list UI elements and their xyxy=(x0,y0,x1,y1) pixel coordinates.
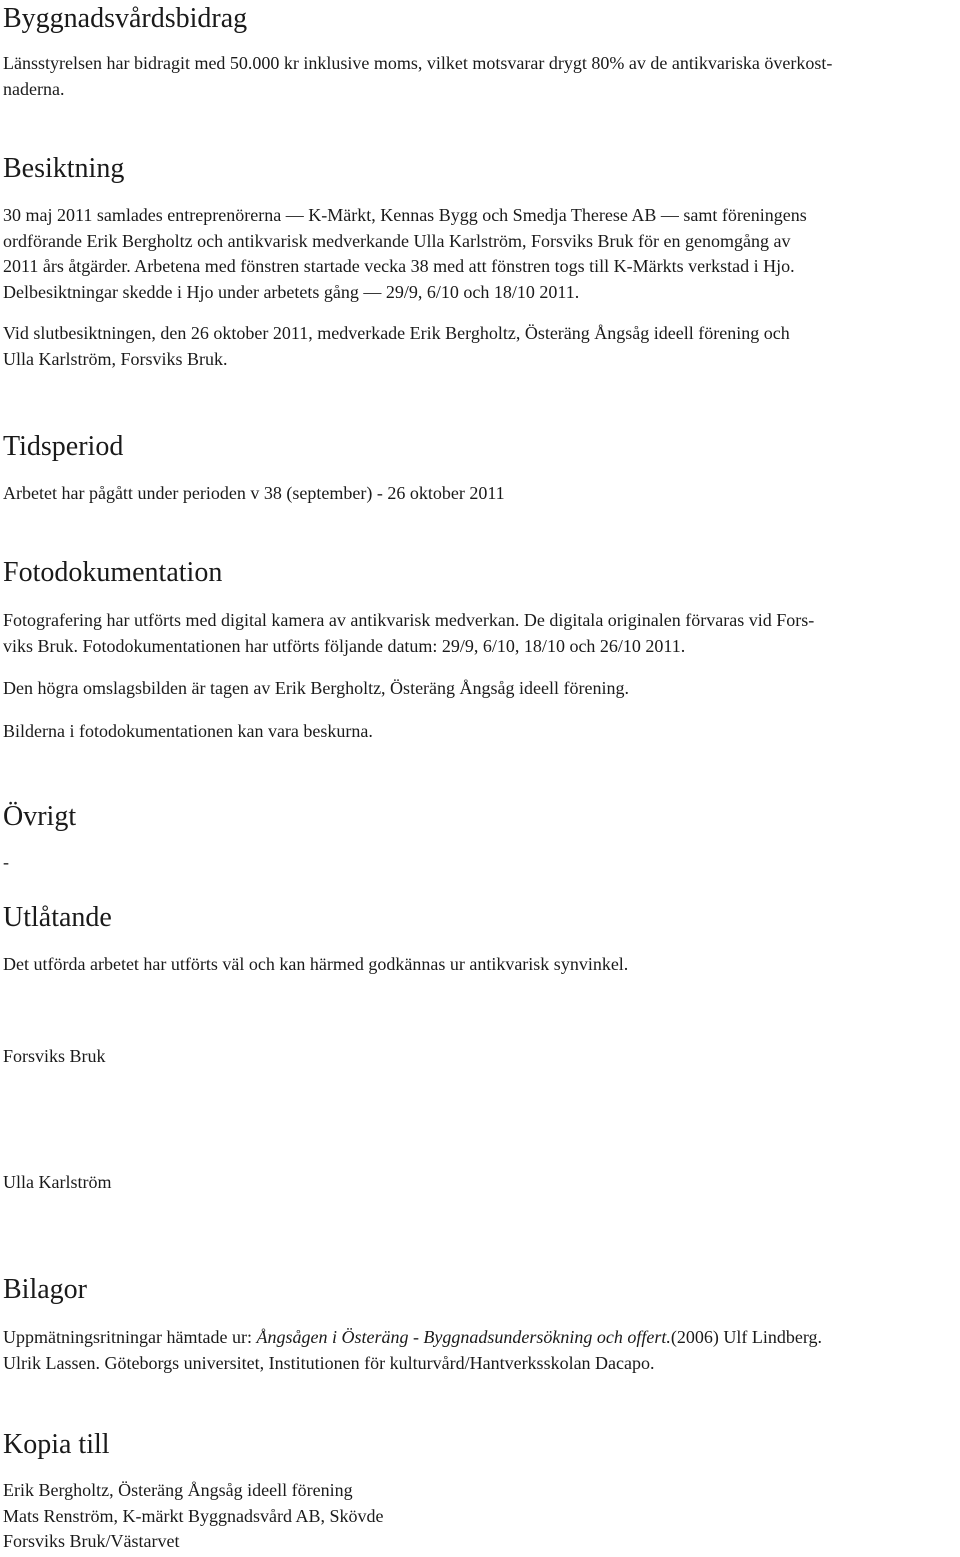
foto-paragraph-2: Den högra omslagsbilden är tagen av Erik Bergholtz, Österäng Ångsåg ideell förening. xyxy=(3,678,629,698)
heading-kopia-till: Kopia till xyxy=(3,1429,110,1460)
foto-paragraph-3: Bilderna i fotodokumentationen kan vara beskurna. xyxy=(3,720,373,741)
bilagor-suffix: (2006) Ulf Lindberg. xyxy=(670,1327,823,1347)
heading-besiktning: Besiktning xyxy=(3,153,125,184)
section-besiktning xyxy=(3,152,955,372)
kopia-recipient: Forsviks Bruk/Västarvet xyxy=(3,1531,180,1551)
heading-bilagor: Bilagor xyxy=(3,1274,87,1305)
bidrag-text-line-1: Länsstyrelsen har bidragit med 50.000 kr inklusive moms, vilket motsvarar drygt 80% av de antikvariska överkost- xyxy=(3,53,833,73)
besiktning-paragraph-2 xyxy=(3,321,955,372)
besiktning-p1-line: ordförande Erik Bergholtz och antikvarisk medverkande Ulla Karlström, Forsviks Bruk för en genomgång av xyxy=(3,230,791,251)
section-kopia-till xyxy=(3,1428,955,1555)
section-tidsperiod xyxy=(3,430,955,507)
kopia-recipient: Mats Renström, K-märkt Byggnadsvård AB, Skövde xyxy=(3,1505,384,1526)
foto-p1-line: Fotografering har utförts med digital kamera av antikvarisk medverkan. De digitala originalen förvaras vid Fors- xyxy=(3,610,815,630)
section-fotodokumentation xyxy=(3,556,955,744)
heading-tidsperiod: Tidsperiod xyxy=(3,431,124,462)
signature-name: Ulla Karlström xyxy=(3,1172,112,1192)
heading-bidrag: Byggnadsvårdsbidrag xyxy=(3,3,248,34)
ovrigt-text: - xyxy=(3,852,9,872)
foto-p1-line: viks Bruk. Fotodokumentationen har utförts följande datum: 29/9, 6/10, 18/10 och 26/10 2011. xyxy=(3,635,686,656)
bilagor-source-title: Ångsågen i Österäng - Byggnadsundersökning och offert. xyxy=(256,1327,671,1347)
bidrag-text-line-2: naderna. xyxy=(3,78,65,99)
besiktning-p1-line: 30 maj 2011 samlades entreprenörerna — K-Märkt, Kennas Bygg och Smedja Therese AB — samt föreningens xyxy=(3,205,807,225)
besiktning-p2-line: Vid slutbesiktningen, den 26 oktober 2011, medverkade Erik Bergholtz, Österäng Ångsåg ideell förening och xyxy=(3,323,790,343)
utlatande-text: Det utförda arbetet har utförts väl och kan härmed godkännas ur antikvarisk synvinkel. xyxy=(3,954,629,974)
signature-organization: Forsviks Bruk xyxy=(3,1046,106,1066)
section-utlatande xyxy=(3,901,955,978)
heading-utlatande: Utlåtande xyxy=(3,902,112,933)
heading-ovrigt: Övrigt xyxy=(3,801,77,832)
besiktning-p1-line: Delbesiktningar skedde i Hjo under arbetets gång — 29/9, 6/10 och 18/10 2011. xyxy=(3,281,580,302)
bilagor-line-1 xyxy=(3,1325,955,1351)
besiktning-paragraph-1 xyxy=(3,203,955,305)
kopia-recipient: Erik Bergholtz, Österäng Ångsåg ideell förening xyxy=(3,1480,353,1500)
bilagor-prefix: Uppmätningsritningar hämtade ur: xyxy=(3,1327,257,1347)
section-bilagor xyxy=(3,1273,955,1376)
besiktning-p1-line: 2011 års åtgärder. Arbetena med fönstren startade vecka 38 med att fönstren togs till K-Märkts verkstad i Hjo. xyxy=(3,256,795,276)
section-bidrag xyxy=(3,2,955,102)
heading-fotodokumentation: Fotodokumentation xyxy=(3,557,223,588)
tidsperiod-text: Arbetet har pågått under perioden v 38 (september) - 26 oktober 2011 xyxy=(3,483,505,503)
bilagor-line-2: Ulrik Lassen. Göteborgs universitet, Institutionen för kulturvård/Hantverksskolan Dacapo. xyxy=(3,1352,655,1373)
section-ovrigt xyxy=(3,800,955,876)
foto-paragraph-1 xyxy=(3,608,955,659)
besiktning-p2-line: Ulla Karlström, Forsviks Bruk. xyxy=(3,348,228,369)
